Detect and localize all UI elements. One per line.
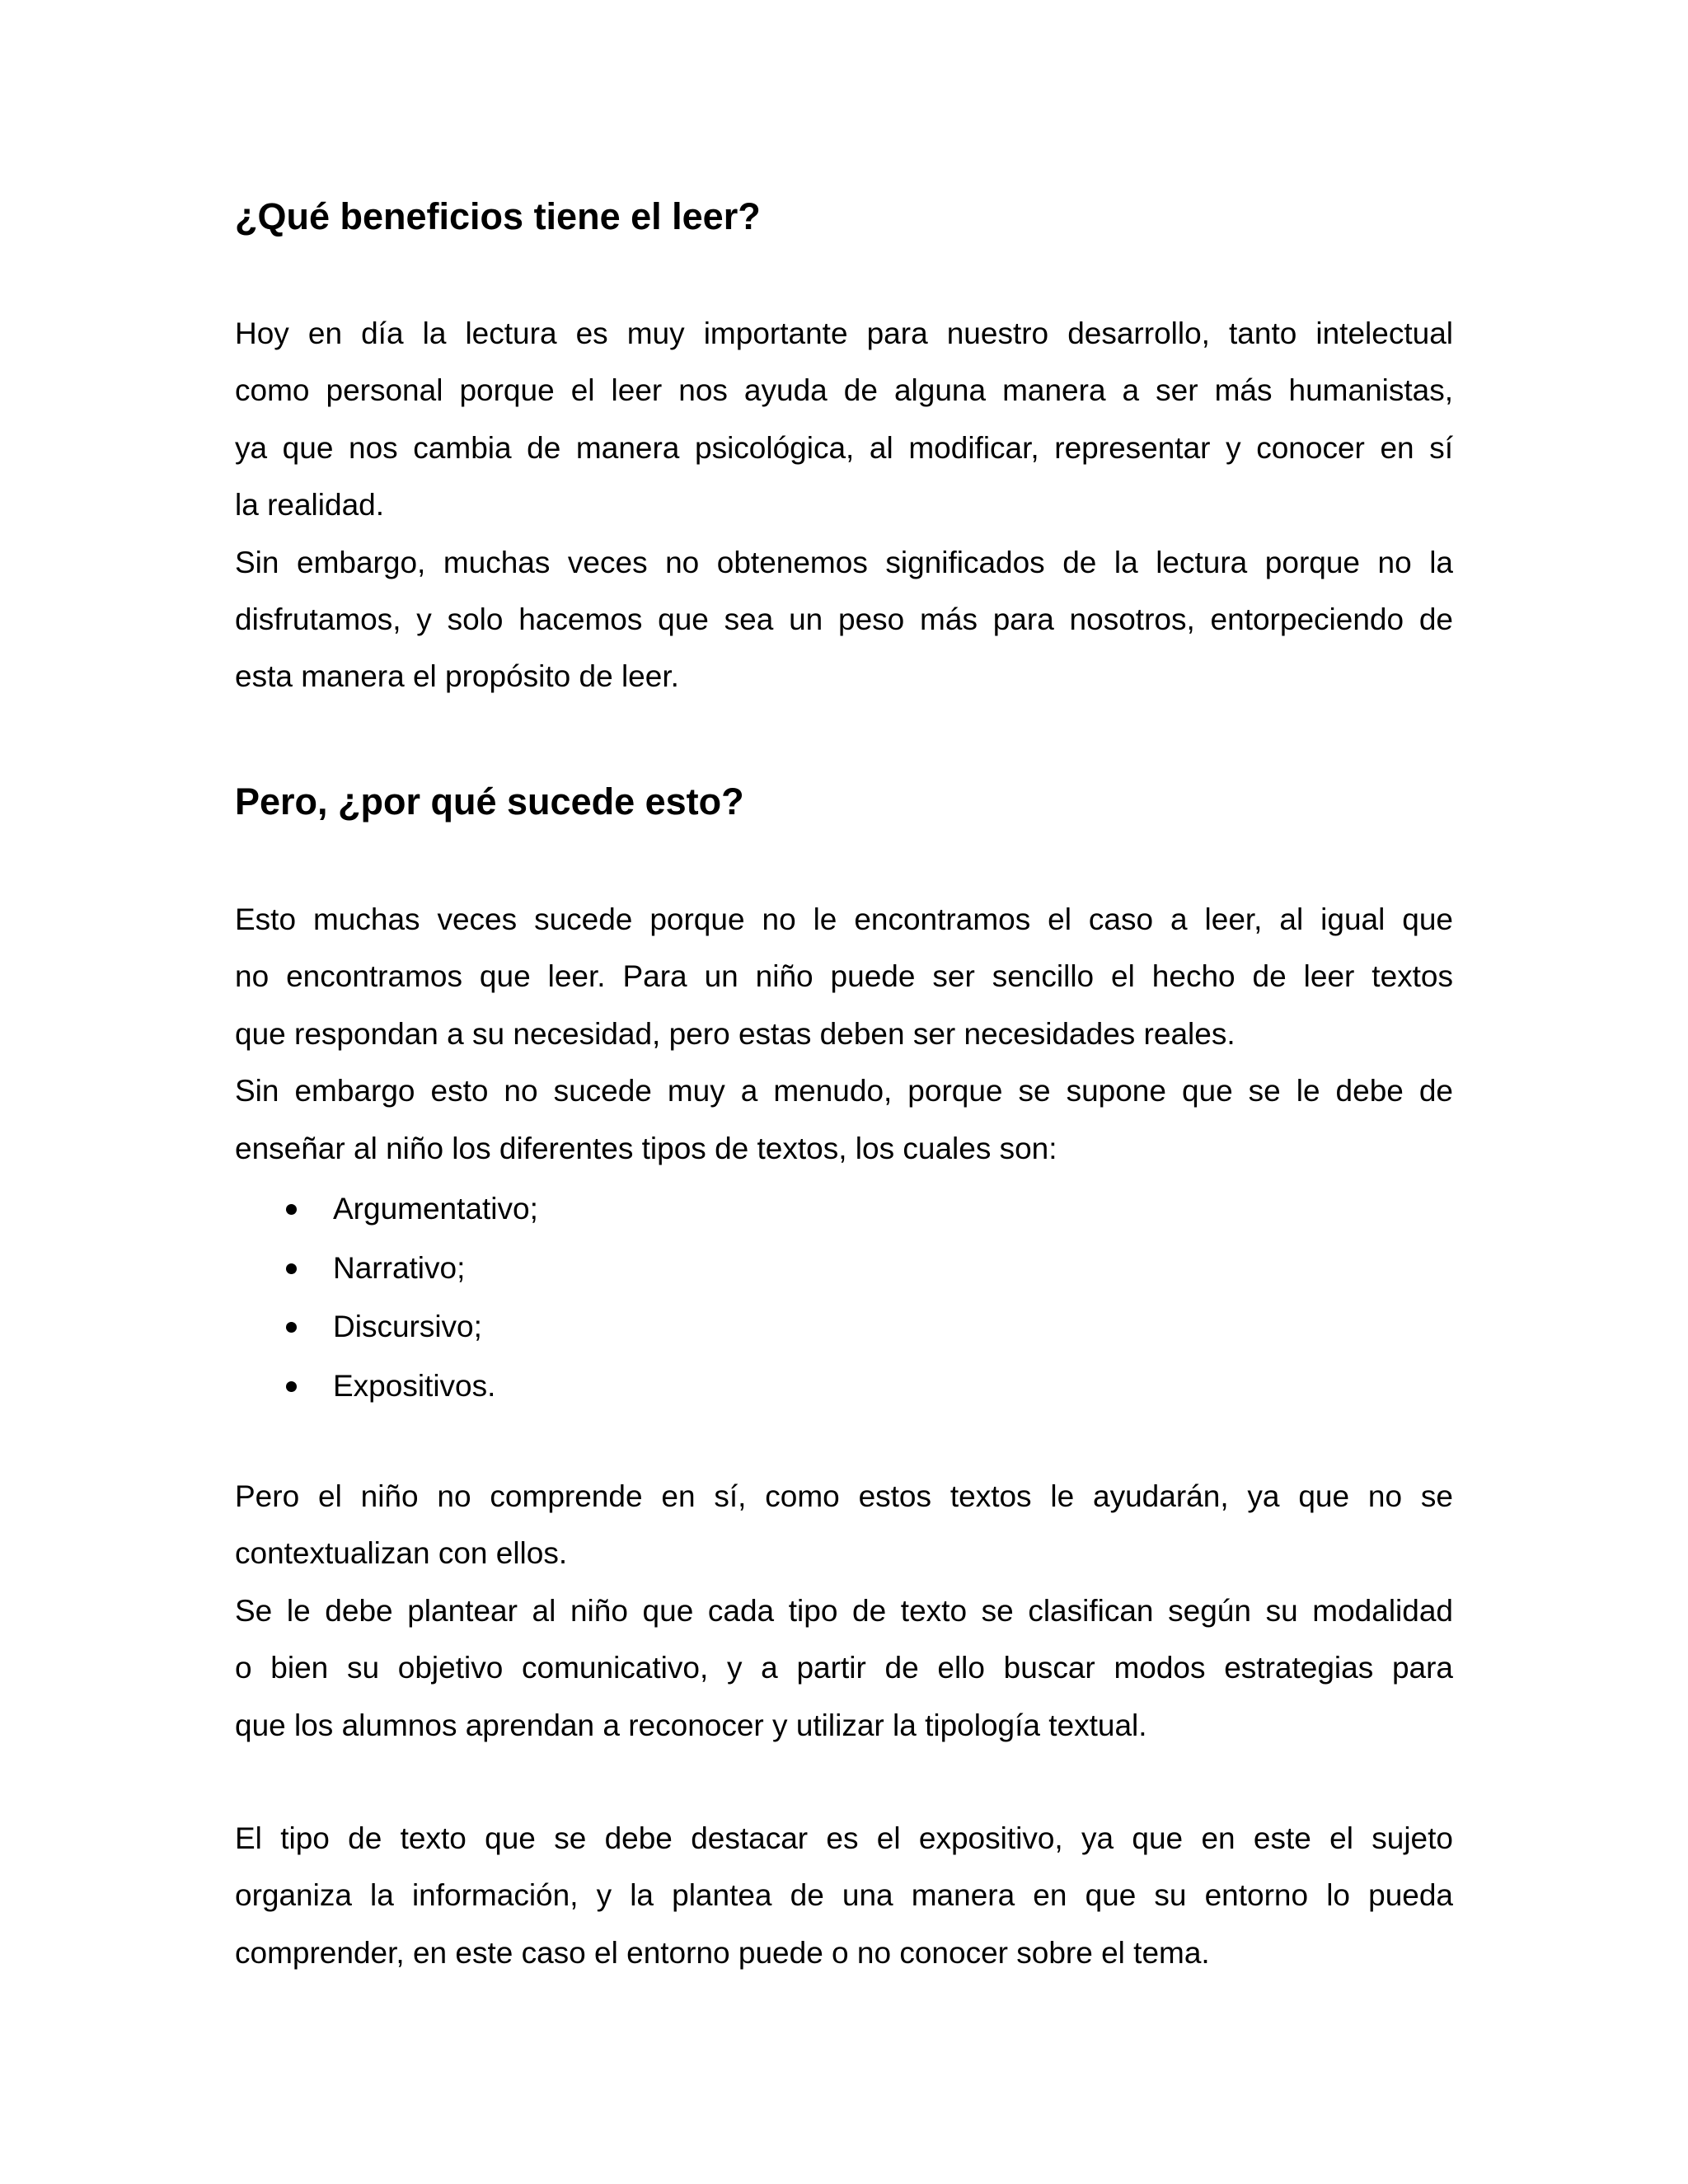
paragraph-why-reading-fails (235, 891, 1453, 1177)
text-line: enseñar al niño los diferentes tipos de textos, los cuales son: (235, 1131, 1057, 1165)
text-line: Sin embargo esto no sucede muy a menudo, porque se supone que se le debe de (235, 1074, 1453, 1108)
heading-benefits: ¿Qué beneficios tiene el leer? (235, 195, 761, 237)
list-item: Argumentativo; (235, 1179, 538, 1239)
text-line: la realidad. (235, 488, 385, 523)
text-line: esta manera el propósito de leer. (235, 659, 679, 694)
bullet-icon (286, 1204, 297, 1215)
text-line: no encontramos que leer. Para un niño puede ser sencillo el hecho de leer textos (235, 959, 1453, 994)
text-line: contextualizan con ellos. (235, 1536, 568, 1571)
text-line: que respondan a su necesidad, pero estas deben ser necesidades reales. (235, 1016, 1236, 1051)
list-item: Narrativo; (235, 1239, 538, 1298)
list-item: Discursivo; (235, 1297, 538, 1357)
text-types-list (235, 1179, 538, 1415)
paragraph-child-understanding (235, 1468, 1453, 1754)
bullet-icon (286, 1381, 297, 1392)
paragraph-reading-importance (235, 305, 1453, 705)
text-line: Hoy en día la lectura es muy importante para nuestro desarrollo, tanto intelectual (235, 316, 1453, 350)
text-line: Esto muchas veces sucede porque no le encontramos el caso a leer, al igual que (235, 902, 1453, 936)
text-line: El tipo de texto que se debe destacar es el expositivo, ya que en este el sujeto (235, 1821, 1453, 1855)
bullet-icon (286, 1263, 297, 1274)
paragraph-expository-text (235, 1810, 1453, 1981)
text-line: como personal porque el leer nos ayuda de alguna manera a ser más humanistas, (235, 373, 1453, 408)
list-item: Expositivos. (235, 1357, 538, 1416)
text-line: disfrutamos, y solo hacemos que sea un peso más para nosotros, entorpeciendo de (235, 602, 1453, 636)
text-line: Se le debe plantear al niño que cada tipo de texto se clasifican según su modalidad (235, 1593, 1453, 1628)
text-line: que los alumnos aprendan a reconocer y utilizar la tipología textual. (235, 1708, 1147, 1742)
heading-why-happens: Pero, ¿por qué sucede esto? (235, 780, 744, 823)
text-line: organiza la información, y la plantea de una manera en que su entorno lo pueda (235, 1878, 1453, 1913)
text-line: ya que nos cambia de manera psicológica, al modificar, representar y conocer en sí (235, 430, 1453, 465)
text-line: Pero el niño no comprende en sí, como estos textos le ayudarán, ya que no se (235, 1479, 1453, 1513)
text-line: Sin embargo, muchas veces no obtenemos significados de la lectura porque no la (235, 545, 1453, 579)
bullet-icon (286, 1322, 297, 1333)
text-line: o bien su objetivo comunicativo, y a partir de ello buscar modos estrategias para (235, 1651, 1453, 1685)
text-line: comprender, en este caso el entorno puede o no conocer sobre el tema. (235, 1935, 1210, 1970)
